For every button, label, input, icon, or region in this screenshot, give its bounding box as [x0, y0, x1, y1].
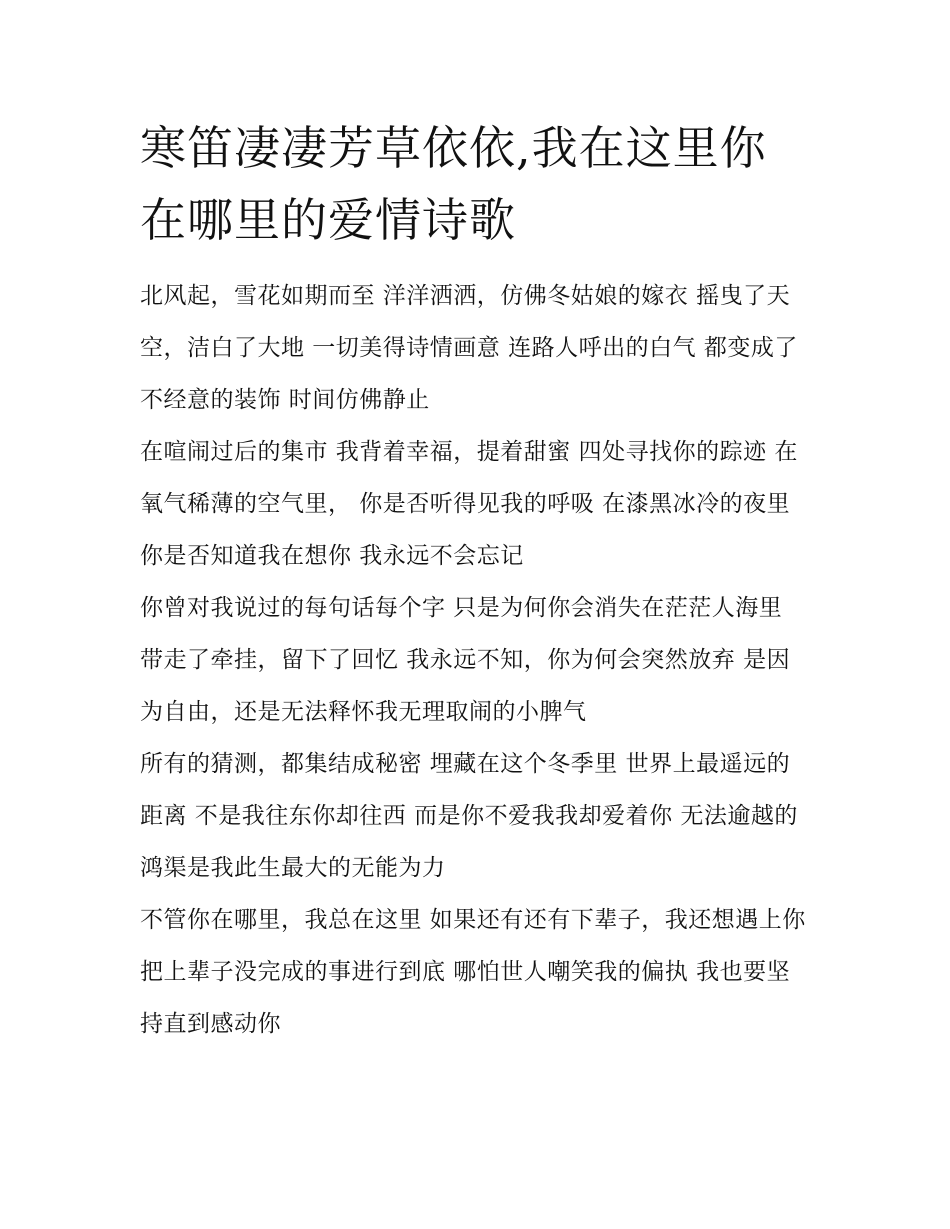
paragraph-4: 所有的猜测，都集结成秘密 埋藏在这个冬季里 世界上最遥远的距离 不是我往东你却往西 而是你不爱我我却爱着你 无法逾越的鸿渠是我此生最大的无能为力 [140, 751, 798, 881]
paragraph-2: 在喧闹过后的集市 我背着幸福，提着甜蜜 四处寻找你的踪迹 在氧气稀薄的空气里， 你是否听得见我的呼吸 在漆黑冰冷的夜里 你是否知道我在想你 我永远不会忘记 [140, 439, 798, 569]
paragraph-1: 北风起，雪花如期而至 洋洋洒洒，仿佛冬姑娘的嫁衣 摇曳了天空，洁白了大地 一切美得诗情画意 连路人呼出的白气 都变成了不经意的装饰 时间仿佛静止 [140, 283, 798, 413]
paragraph-5: 不管你在哪里，我总在这里 如果还有还有下辈子，我还想遇上你 把上辈子没完成的事进行到底 哪怕世人嘲笑我的偏执 我也要坚持直到感动你 [140, 907, 806, 1037]
poem-text [140, 270, 810, 1050]
page-title: 寒笛凄凄芳草依依,我在这里你在哪里的爱情诗歌 [140, 121, 767, 247]
paragraph-3: 你曾对我说过的每句话每个字 只是为何你会消失在茫茫人海里 带走了牵挂，留下了回忆 我永远不知，你为何会突然放弃 是因为自由，还是无法释怀我无理取闹的小脾气 [140, 595, 791, 725]
document-body [140, 112, 810, 1050]
